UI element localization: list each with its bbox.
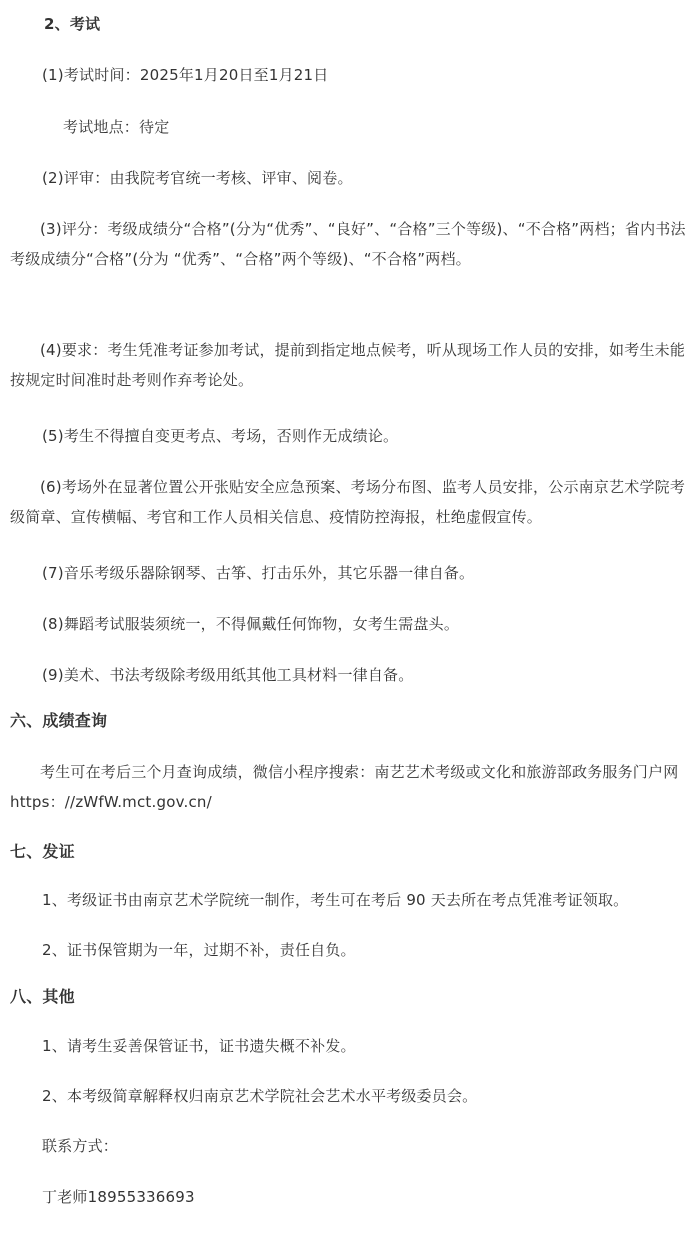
certificate-item-2: 2、证书保管期为一年，过期不补，责任自负。 (42, 941, 356, 959)
contact-label: 联系方式： (42, 1137, 119, 1155)
results-body: 考生可在考后三个月查询成绩，微信小程序搜索：南艺艺术考级或文化和旅游部政务服务门户网https：//zWfW.mct.gov.cn/ (10, 763, 679, 811)
exam-scoring: (3)评分：考级成绩分“合格”(分为“优秀”、“良好”、“合格”三个等级)、“不合格”两档；省内书法考级成绩分“合格”(分为 “优秀”、“合格”两个等级)、“不合格”两档。 (10, 220, 686, 268)
exam-no-change: (5)考生不得擅自变更考点、考场，否则作无成绩论。 (42, 427, 399, 445)
results-section-heading: 六、成绩查询 (10, 711, 108, 730)
exam-review: (2)评审：由我院考官统一考核、评审、阅卷。 (42, 169, 353, 187)
exam-notice: (6)考场外在显著位置公开张贴安全应急预案、考场分布图、监考人员安排，公示南京艺术学院考级简章、宣传横幅、考官和工作人员相关信息、疫情防控海报，杜绝虚假宣传。 (10, 478, 686, 526)
other-item-2: 2、本考级简章解释权归南京艺术学院社会艺术水平考级委员会。 (42, 1087, 478, 1105)
exam-location: 考试地点：待定 (63, 118, 170, 136)
other-section-heading: 八、其他 (10, 987, 75, 1006)
exam-dance: (8)舞蹈考试服装须统一，不得佩戴任何饰物，女考生需盘头。 (42, 615, 460, 633)
exam-requirement: (4)要求：考生凭准考证参加考试，提前到指定地点候考，听从现场工作人员的安排，如考生未能按规定时间准时赴考则作弃考论处。 (10, 341, 686, 389)
exam-art: (9)美术、书法考级除考级用纸其他工具材料一律自备。 (42, 666, 414, 684)
certificate-section-heading: 七、发证 (10, 842, 75, 861)
certificate-item-1: 1、考级证书由南京艺术学院统一制作，考生可在考后 90 天去所在考点凭准考证领取。 (42, 891, 629, 909)
other-item-1: 1、请考生妥善保管证书，证书遗失概不补发。 (42, 1037, 356, 1055)
exam-section-heading: 2、考试 (44, 15, 101, 33)
exam-time: (1)考试时间：2025年1月20日至1月21日 (42, 66, 329, 84)
exam-instruments: (7)音乐考级乐器除钢琴、古筝、打击乐外，其它乐器一律自备。 (42, 564, 475, 582)
contact-person: 丁老师18955336693 (42, 1188, 195, 1206)
